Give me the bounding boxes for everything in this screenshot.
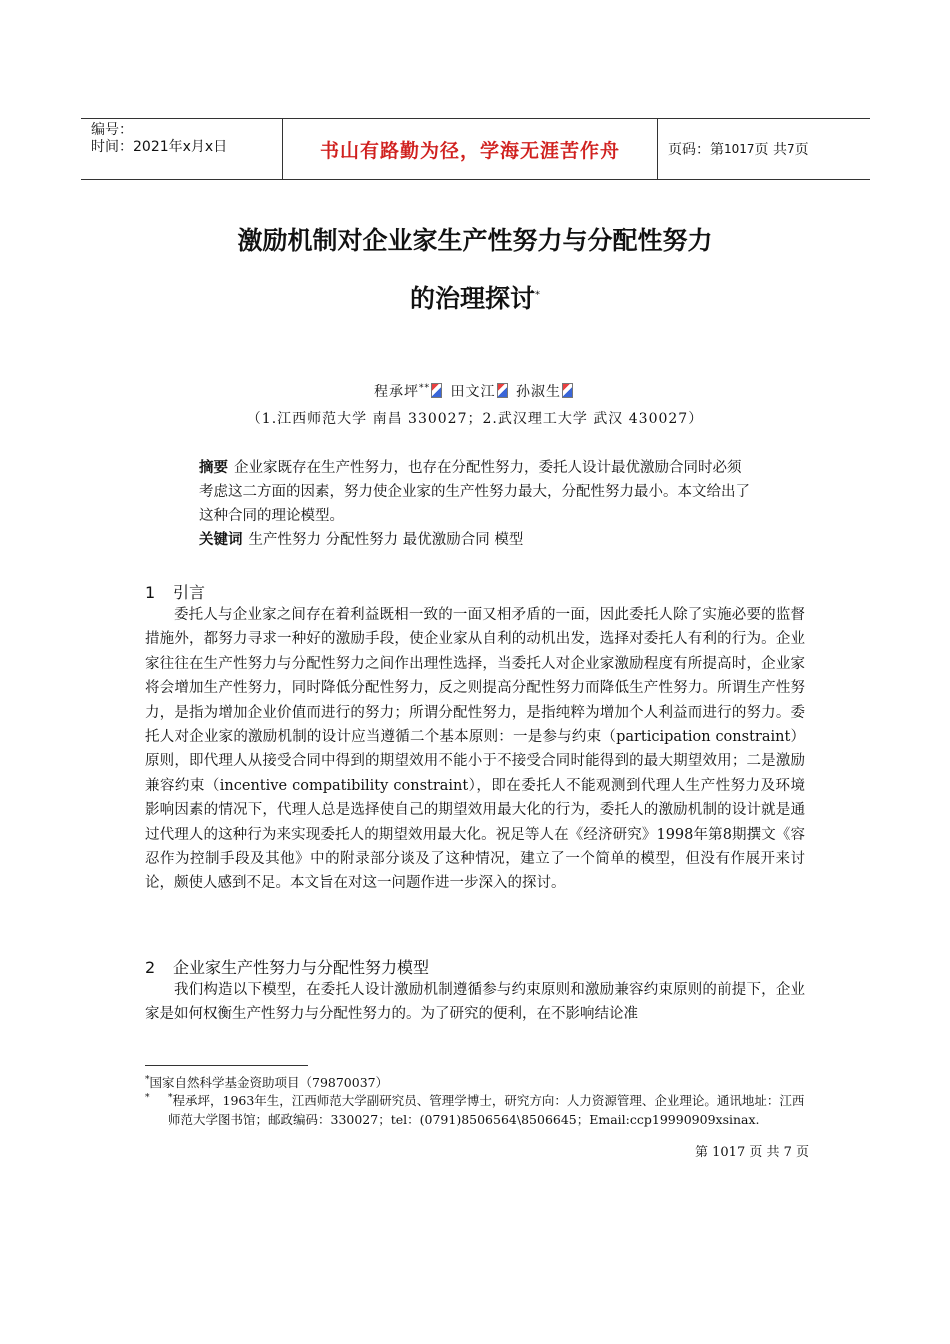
author-2: 田文江: [450, 384, 496, 400]
footnote-2-text: 程承坪，1963年生，江西师范大学副研究员、管理学博士，研究方向：人力资源管理、企业理论。通讯地址：江西师范大学图书馆；邮政编码：330027；tel：(0791)8506564\8506645；Email:ccp19990909xsinax.: [168, 1093, 805, 1128]
footnote-1-mark: *: [145, 1075, 150, 1085]
keywords-text: 生产性努力 分配性努力 最优激励合同 模型: [248, 532, 524, 548]
section-number: 2: [145, 958, 156, 977]
page-mid: 页 共: [754, 142, 787, 158]
footnote-2-body: [145, 1089, 807, 1129]
page-prefix: 页码：第: [668, 142, 724, 158]
page-total: 7: [787, 142, 795, 156]
footnote-ref-icon: [497, 383, 508, 398]
footnote-divider: [145, 1065, 308, 1066]
author-3: 孙淑生: [515, 384, 561, 400]
footnote-2-inner-mark: *: [168, 1093, 173, 1103]
footnote-1-text: 国家自然科学基金资助项目（79870037）: [149, 1075, 389, 1091]
time-label: 时间：2021年x月x日: [91, 139, 228, 155]
section-title: 企业家生产性努力与分配性努力模型: [173, 958, 430, 977]
abstract-block: [199, 456, 755, 552]
paper-title-line2: [0, 279, 950, 315]
page-suffix: 页: [794, 142, 809, 158]
author-1-mark: **: [419, 383, 431, 394]
abstract-text: 企业家既存在生产性努力，也存在分配性努力，委托人设计最优激励合同时必须考虑这二方面的因素，努力使企业家的生产性努力最大，分配性努力最小。本文给出了这种合同的理论模型。: [199, 460, 750, 524]
footnote-ref-icon: [431, 383, 442, 398]
footnote-2: [145, 1089, 807, 1129]
section-1-paragraph: 委托人与企业家之间存在着利益既相一致的一面又相矛盾的一面，因此委托人除了实施必要的监督措施外，都努力寻求一种好的激励手段，使企业家从自利的动机出发，选择对委托人有利的行为。企业家往往在生产性努力与分配性努力之间作出理性选择，当委托人对企业家激励程度有所提高时，企业家将会增加生产性努力，同时降低分配性努力，反之则提高分配性努力而降低生产性努力。所谓生产性努力，是指为增加企业价值而进行的努力；所谓分配性努力，是指纯粹为增加个人利益而进行的努力。委托人对企业家的激励机制的设计应当遵循二个基本原则：一是参与约束（participation constraint）原则，即代理人从接受合同中得到的期望效用不能小于不接受合同时能得到的最大期望效用；二是激励兼容约束（incentive compatibility constraint），即在委托人不能观测到代理人生产性努力及环境影响因素的情况下，代理人总是选择使自己的期望效用最大化的行为，委托人的激励机制的设计就是通过代理人的这种行为来实现委托人的期望效用最大化。祝足等人在《经济研究》1998年第8期撰文《容忍作为控制手段及其他》中的附录部分谈及了这种情况，建立了一个简单的模型，但没有作展开来讨论，颇使人感到不足。本文旨在对这一问题作进一步深入的探讨。: [145, 607, 805, 892]
page-footer: 第 1017 页 共 7 页: [695, 1145, 810, 1160]
section-number: 1: [145, 583, 156, 602]
keywords-paragraph: [199, 528, 755, 552]
paper-title-line1: 激励机制对企业家生产性努力与分配性努力: [237, 226, 713, 255]
author-1: 程承坪: [374, 384, 420, 400]
header-page-cell: [658, 119, 870, 179]
paper-title-line2-text: 的治理探讨: [409, 284, 535, 313]
page-number: 1017: [724, 142, 755, 156]
section-heading-1: [145, 580, 205, 603]
motto: 书山有路勤为径，学海无涯苦作舟: [319, 139, 620, 162]
abstract-paragraph: [199, 456, 755, 528]
header-left-cell: [81, 119, 282, 179]
keywords-label: 关键词: [199, 532, 243, 548]
footnote-2-mark: *: [145, 1093, 150, 1103]
header-motto-cell: [282, 119, 658, 179]
header-table: [81, 118, 870, 180]
section-title: 引言: [173, 583, 206, 602]
number-label: 编号：: [91, 122, 133, 138]
footnote-ref-icon: [562, 383, 573, 398]
title-footnote-mark: *: [535, 289, 540, 301]
author-line: [0, 381, 950, 401]
section-heading-2: [145, 955, 429, 978]
abstract-label: 摘要: [199, 460, 228, 476]
section-2-paragraph: 我们构造以下模型，在委托人设计激励机制遵循参与约束原则和激励兼容约束原则的前提下，企业家是如何权衡生产性努力与分配性努力的。为了研究的便利，在不影响结论准: [145, 982, 805, 1023]
affiliation: （1.江西师范大学 南昌 330027；2.武汉理工大学 武汉 430027）: [246, 411, 704, 427]
